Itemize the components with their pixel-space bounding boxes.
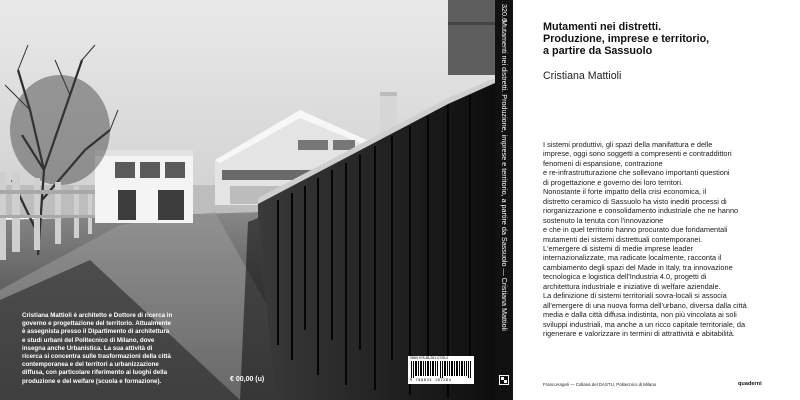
abstract-line: Nonostante il forte impatto della crisi economica, il xyxy=(543,187,707,197)
barcode-bars xyxy=(411,361,471,378)
abstract-line: distretto ceramico di Sassuolo ha visto inediti processi di xyxy=(543,196,727,206)
abstract-line: La definizione di sistemi territoriali sovra-locali si associa xyxy=(543,291,727,301)
barcode-isbn: ISBN 978-88-351-0728-4 xyxy=(410,356,448,360)
abstract-line: sviluppi industriali, ma anche a un ricco capitale territoriale, da xyxy=(543,319,746,329)
bio-line: diffusa, con particolare riferimento ai luoghi della xyxy=(22,369,168,377)
abstract-line: tecnologica e logistica dell'Industria 4.0, progetti di xyxy=(543,272,707,282)
bio-line: e studi urbani del Politecnico di Milano, dove xyxy=(22,336,155,344)
abstract-line: internazionalizzate, ma radicate localmente, racconta il xyxy=(543,253,722,263)
spine-text xyxy=(495,0,513,400)
white-building xyxy=(95,150,193,223)
book-title xyxy=(543,21,783,57)
abstract-line: imprese, oggi sono soggetti a compresenti e contraddittori xyxy=(543,149,732,159)
publisher-line: FrancoAngeli — Collana del DASTU, Politecnico di Milano xyxy=(543,382,657,387)
abstract-line: all'emergere di una nuova forma dell'urbano, diversa dalla città xyxy=(543,300,747,310)
bio-line: contemporanea e del territori a urbanizzazione xyxy=(22,361,159,369)
bio-line: insegna anche Urbanistica. La sua attività di xyxy=(22,344,153,352)
price-label: € 00,00 (u) xyxy=(230,376,265,383)
spine-title: Mutamenti nei distretti. Produzione, imprese e territorio, a partire da Sassuolo — Cristiana Mattioli xyxy=(500,20,509,331)
abstract-line: di progettazione e governo dei loro territori. xyxy=(543,177,684,187)
author-bio xyxy=(22,312,182,386)
abstract-line: e re-infrastrutturazione che sollevano importanti questioni xyxy=(543,168,730,178)
abstract-line: cambiamento degli spazi del Made in Italy, tra innovazione xyxy=(543,262,733,272)
series-label: quaderni xyxy=(738,381,762,387)
author-name: Cristiana Mattioli xyxy=(543,70,622,82)
bio-line: governo e progettazione del territorio. Attualmente xyxy=(22,320,171,328)
abstract-line: media e dalla città diffusa indistinta, non più vincolata ai soli xyxy=(543,310,737,320)
abstract-line: rigenerare e valorizzare in termini di attrattività e abitabilità. xyxy=(543,329,735,339)
abstract-line: I sistemi produttivi, gli spazi della manifattura e delle xyxy=(543,140,713,149)
publisher-logo-icon xyxy=(499,375,509,385)
abstract-line: riorganizzazione e consolidamento industriale che ne hanno xyxy=(543,206,739,216)
title-line: Mutamenti nei distretti. xyxy=(543,21,662,33)
title-line: a partire da Sassuolo xyxy=(543,45,653,57)
abstract-line: architettura industriale e iniziative di welfare aziendale. xyxy=(543,281,721,291)
abstract xyxy=(543,140,795,339)
barcode-digits: 9 788835 107284 xyxy=(410,378,452,382)
bio-line: ricerca si concentra sulle trasformazioni della città xyxy=(22,353,171,361)
abstract-line: sostenuto la tenuta con l'innovazione xyxy=(543,215,664,225)
abstract-line: L'emergere di sistemi di medie imprese leader xyxy=(543,243,693,253)
abstract-line: fenomeni di espansione, contrazione xyxy=(543,158,663,168)
abstract-line: e che in quel territorio hanno procurato due fondamentali xyxy=(543,225,728,235)
spine xyxy=(495,0,513,400)
spine-series-number: 320.6 xyxy=(500,4,509,22)
barcode xyxy=(408,356,474,384)
front-cover xyxy=(513,0,800,400)
bio-line: è assegnista presso il Dipartimento di architettura xyxy=(22,328,170,336)
bio-line: Cristiana Mattioli è architetto e Dottore di ricerca in xyxy=(22,312,173,319)
title-line: Produzione, imprese e territorio, xyxy=(543,33,710,45)
abstract-line: mutamenti dei sistemi distrettuali contemporanei. xyxy=(543,234,703,244)
bio-line: produzione e del welfare (scuola e formazione). xyxy=(22,377,162,385)
